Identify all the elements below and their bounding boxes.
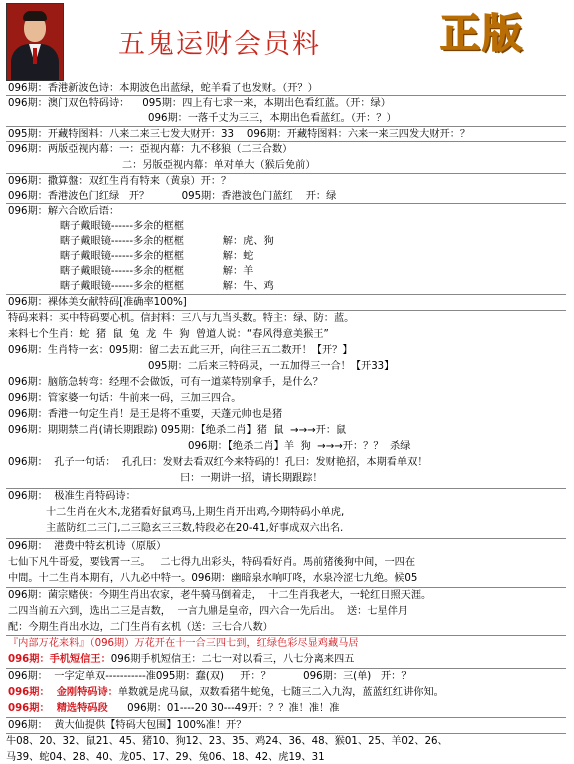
page-title: 五鬼运财会员料 bbox=[118, 29, 321, 60]
text-line: 主蓝防红二三门,二三隐玄三三数,特段必在20-41,好事成双六出名. bbox=[46, 523, 344, 534]
divider bbox=[6, 538, 566, 539]
text-line: 曰：一期讲一招，请长期跟踪！ bbox=[180, 473, 323, 484]
text-line: 特码来料：买中特码要心机。信封料：三八与九当头数。特主：绿、防：蓝。 bbox=[8, 313, 355, 324]
text-line bbox=[8, 702, 339, 715]
text-line: 瞎子戴眼镜------多余的框框 解：羊 bbox=[60, 266, 254, 277]
text-line: 096期：解六合欧后语： bbox=[8, 206, 120, 217]
divider bbox=[6, 126, 566, 127]
highlight-label: 096期：手机短信王： bbox=[8, 654, 111, 665]
text-line: 瞎子戴眼镜------多余的框框 bbox=[60, 221, 184, 232]
text-line: 096期：期期禁二肖(请长期跟踪) 095期：【绝杀二肖】猪 鼠 →→→开：鼠 bbox=[8, 425, 347, 436]
text-line: 096期： 一字定单双-----------准095期：蠢(双) 开：？ 096期：三(单) 开：？ bbox=[8, 671, 412, 682]
text-line: 096期：菌宗赌侠：今期生肖出农家，老牛骑马倒着走， 十二生肖我老大，一轮红日照天涯。 bbox=[8, 590, 432, 601]
text-line: 096期： 黄大仙提供【特码大包围】100%准！开？ bbox=[8, 720, 247, 731]
text-line: 096期：香港一句定生肖！是王是将不重要，天蓬元帅也是猪 bbox=[8, 409, 283, 420]
portrait-photo bbox=[6, 3, 64, 81]
text-line: 096期：两版亞视内幕：一：亞视内幕：九不移狼（二三合数） bbox=[8, 144, 293, 155]
text-line: 095期：开藏特图料：八来二来三七发大财开：33 096期：开藏特图料：六来一来三四发大财开：？ bbox=[8, 129, 471, 140]
text-line: 瞎子戴眼镜------多余的框框 解：虎、狗 bbox=[60, 236, 274, 247]
photo-hair bbox=[23, 11, 47, 21]
line-rest: 096期手机短信王：二七一对以看三，八七分离来四五 bbox=[110, 654, 355, 665]
divider bbox=[6, 488, 566, 489]
divider bbox=[6, 294, 566, 295]
divider bbox=[6, 668, 566, 669]
text-line: 096期：脑筋急转弯：经理不会做饭，可有一道菜特别拿手，是什么？ bbox=[8, 377, 323, 388]
divider bbox=[6, 717, 566, 718]
text-line: 096期：香港波色门红绿 开？ 095期：香港波色门蓝红 开：绿 bbox=[8, 191, 337, 202]
divider bbox=[6, 173, 566, 174]
text-line: 二四当前五六到，选出二三是吉数， 一言九鼎是皇帝，四六合一先后出。 送：七星伴月 bbox=[8, 606, 409, 617]
header bbox=[0, 0, 574, 82]
text-line: 来料七个生肖：蛇 猪 鼠 兔 龙 牛 狗 曾道人说：“春风得意美猴王” bbox=[8, 329, 329, 340]
text-line: 096期：香港新波色诗：本期波色出蓝绿，蛇羊看了也发财。（开？） bbox=[8, 83, 318, 94]
divider bbox=[6, 635, 566, 636]
divider bbox=[6, 95, 566, 96]
genuine-badge: 正版 bbox=[440, 11, 524, 57]
text-line: 096期：【绝杀二肖】羊 狗 →→→开：？？ 杀绿 bbox=[188, 441, 411, 452]
text-line: 牛08、20、32、鼠21、45、猪10、狗12、23、35、鸡24、36、48、猴01、25、羊02、26、 bbox=[6, 736, 448, 747]
text-line: 二：另版亞视内幕：单对单大（猴后免前） bbox=[122, 160, 316, 171]
text-line bbox=[8, 653, 354, 666]
divider bbox=[6, 733, 566, 734]
text-line bbox=[8, 686, 444, 699]
text-line: 瞎子戴眼镜------多余的框框 解：蛇 bbox=[60, 251, 254, 262]
text-line: 096期： 孔子一句话： 孔孔曰：发财去看双红今来特码的！孔曰：发财艳招，本期看单双！ bbox=[8, 457, 428, 468]
text-line: 『内部万花来料』（096期）万花开在十一合三四七到，红绿色彩尽显鸡藏马居 bbox=[8, 638, 359, 649]
divider bbox=[6, 203, 566, 204]
line-rest: 096期：01----20 30---49开：？？准！准！准 bbox=[107, 703, 340, 714]
text-line: 095期：二后来三特码灵，一五加得三一合！【开33】 bbox=[148, 361, 395, 372]
text-line: 096期： 港费中特玄机诗（原版） bbox=[8, 541, 167, 552]
divider bbox=[6, 141, 566, 142]
text-line: 096期：澳门双色特码诗： 095期：四上有七求一来，本期出色看红蓝。（开：绿） bbox=[8, 98, 391, 109]
text-line: 096期：撒算盤：双红生肖有特来（黄泉）开：？ bbox=[8, 176, 232, 187]
text-line: 配：今期生肖出水边，二门生肖有玄机（送：三七合八数） bbox=[8, 622, 273, 633]
text-line: 096期：管家婆一句话：牛前来一码，三加三四合。 bbox=[8, 393, 242, 404]
text-line: 096期：一落千丈为三三，本期出色看蓝红。（开：？） bbox=[148, 113, 397, 124]
divider bbox=[6, 587, 566, 588]
text-line: 096期：生肖特一玄：095期：留二去五此三开，向往三五二数开！【开？】 bbox=[8, 345, 353, 356]
text-line: 096期：裸体美女献特码[准确率100%] bbox=[8, 297, 187, 308]
photo-tie bbox=[33, 48, 37, 64]
line-rest: 单数就是虎马鼠，双数看猪牛蛇兔，七随三二入九沟，蓝蓝红红讲你知。 bbox=[117, 687, 444, 698]
text-line: 中間。十二生肖本期有，八九必中特一。096期：幽暗泉水响叮咚，水泉冷涩七九绝。候05 bbox=[8, 573, 418, 584]
text-line: 096期： 极准生肖特码诗： bbox=[8, 491, 136, 502]
divider bbox=[6, 310, 566, 311]
text-line: 瞎子戴眼镜------多余的框框 解：牛、鸡 bbox=[60, 281, 274, 292]
highlight-label: 096期： 金刚特码诗： bbox=[8, 687, 118, 698]
text-line: 七仙下凡牛哥爱，要钱霄一三。 二七得九出彩头，特码看好肖。馬前猪後狗中间，一四在 bbox=[8, 557, 416, 568]
highlight-label: 096期： 精选特码段 bbox=[8, 703, 108, 714]
text-line: 马39、蛇04、28、40、龙05、17、29、兔06、18、42、虎19、31 bbox=[6, 752, 325, 763]
text-line: 十二生肖在火木,龙猪看好鼠鸡马,上期生肖开出鸡,今期特码小单虎, bbox=[46, 507, 345, 518]
